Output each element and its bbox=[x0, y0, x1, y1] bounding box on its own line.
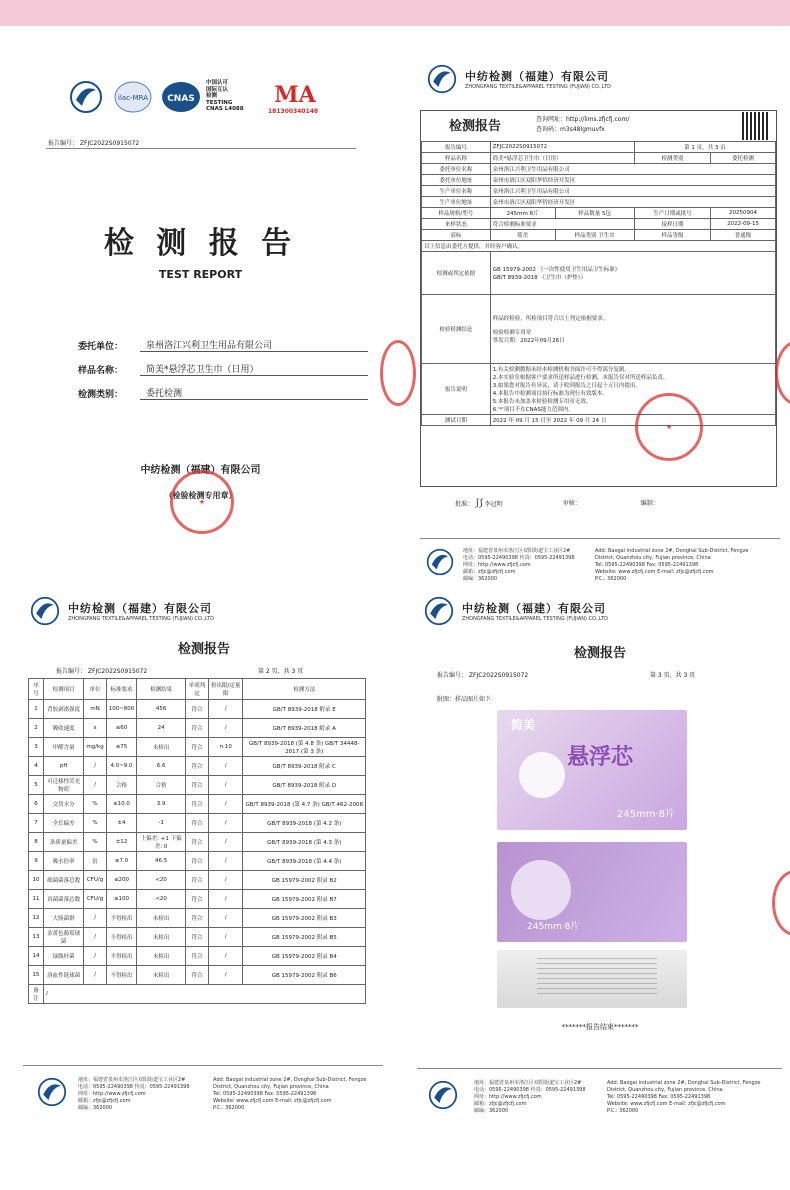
table-cell: 符合 bbox=[185, 947, 208, 966]
table-cell: 3.9 bbox=[137, 795, 186, 814]
table-cell: GB/T 8939-2018 (第 4.7 条) GB/T 462-2008 bbox=[243, 795, 366, 814]
column-header: 单位 bbox=[84, 679, 106, 700]
table-row bbox=[422, 241, 776, 252]
table-cell: 1 bbox=[29, 700, 44, 719]
table-cell: 11 bbox=[29, 890, 44, 909]
table-cell: 符合 bbox=[185, 700, 208, 719]
table-cell: 样品类别 卫生巾 bbox=[555, 230, 634, 241]
table-cell: ≤100 bbox=[106, 890, 137, 909]
report-number: 报告编号： ZFJC2022S0915072 bbox=[56, 668, 148, 675]
svg-text:MA: MA bbox=[274, 82, 316, 106]
table-cell: 符合 bbox=[185, 909, 208, 928]
table-row bbox=[422, 175, 776, 186]
table-cell: 符合 bbox=[185, 776, 208, 795]
table-row bbox=[29, 890, 366, 909]
company-name-en: ZHONGFANG TEXTILE&APPAREL TESTING (FUJIAN) CO.,LTD bbox=[68, 616, 214, 622]
table-cell: 245mm 8片 bbox=[490, 208, 555, 219]
table-cell: 1.有关检测数据未经本检测机构书面许可不得部分复制。 2.本实验室根据客户要求所送样品进行检测，本报告仅对所送样品负责。 3.如果您对报告有异议，请于收到报告之日起十五日内提出。 4.本报告中检测项目执行标准为现行有效版本。 5.本报告未加盖本检验检测专用章无效。 6.'*'项目不在CNAS能力范围内。 bbox=[490, 364, 775, 415]
footer-address-en: Add: Baogai industrial zone 2#, Donghai Sub-District, Fengze District, Quanzhou city, Fujian province, China Tel: 0595-22490398 Fax: 0595-22491398 Website: www.zfjcfj.com E-mail: zfjc@zfjcfj.com P.C.: 362000 bbox=[213, 1077, 367, 1111]
label-text-lines bbox=[537, 958, 657, 998]
table-cell: 符合 bbox=[185, 966, 208, 985]
table-cell: / bbox=[208, 947, 242, 966]
table-cell: 未检出 bbox=[137, 738, 186, 757]
table-cell: / bbox=[84, 928, 106, 947]
table-cell: ≤200 bbox=[106, 871, 137, 890]
table-cell: / bbox=[84, 909, 106, 928]
footer-logo-icon bbox=[427, 1080, 459, 1110]
table-cell: 简美*悬浮芯卫生巾（日用） bbox=[490, 153, 634, 164]
product-spec-text: 245mm·8片 bbox=[616, 809, 675, 820]
table-cell: 真菌菌落总数 bbox=[44, 890, 84, 909]
table-cell: 金黄色葡萄球菌 bbox=[44, 928, 84, 947]
table-row bbox=[29, 947, 366, 966]
table-cell: 符合 bbox=[185, 871, 208, 890]
table-cell: 委托单位地址 bbox=[422, 175, 491, 186]
product-photo-back bbox=[497, 950, 687, 1008]
column-header: 标准要求 bbox=[106, 679, 137, 700]
table-row bbox=[422, 197, 776, 208]
table-cell: 商标 bbox=[422, 230, 491, 241]
table-cell: 10 bbox=[29, 871, 44, 890]
table-cell: 3 bbox=[29, 738, 44, 757]
table-cell: 普通级 bbox=[711, 230, 776, 241]
table-cell: / bbox=[208, 928, 242, 947]
table-row bbox=[29, 795, 366, 814]
company-header bbox=[28, 596, 214, 626]
product-spec-text: 245mm·8片 bbox=[527, 922, 580, 932]
cover-field-value: 委托检测 bbox=[140, 386, 368, 400]
column-header: 检出限/定量限 bbox=[208, 679, 242, 700]
cover-field-row bbox=[78, 362, 368, 376]
product-photo-side bbox=[497, 842, 687, 942]
table-row bbox=[29, 833, 366, 852]
table-cell: 符合 bbox=[185, 890, 208, 909]
table-cell: / bbox=[208, 700, 242, 719]
table-cell: GB/T 8939-2018 附录 E bbox=[243, 700, 366, 719]
company-name-en: ZHONGFANG TEXTILE&APPAREL TESTING (FUJIAN) CO.,LTD bbox=[462, 616, 608, 622]
table-cell: GB 15979-2002 附录 B4 bbox=[243, 947, 366, 966]
cover-field-row bbox=[78, 338, 368, 352]
ilac-mra-icon bbox=[113, 80, 153, 114]
table-cell: 14 bbox=[29, 947, 44, 966]
table-row bbox=[29, 776, 366, 795]
cover-field-row bbox=[78, 386, 368, 400]
product-photo-front bbox=[497, 710, 687, 830]
table-row bbox=[422, 415, 776, 426]
seal-caption: （检验检测专用章） bbox=[164, 491, 237, 500]
table-cell: 46.5 bbox=[137, 852, 186, 871]
report-subtitle: TEST REPORT bbox=[158, 268, 243, 281]
table-cell: 全长偏差 bbox=[44, 814, 84, 833]
footer-logo-icon bbox=[36, 1077, 68, 1107]
table-cell: ≤60 bbox=[106, 719, 137, 738]
table-cell: <20 bbox=[137, 871, 186, 890]
table-cell: 备注 bbox=[29, 985, 44, 1004]
table-cell: 15 bbox=[29, 966, 44, 985]
table-cell: 6.6 bbox=[137, 757, 186, 776]
footer-address-cn: 地址：福建省泉州市洛江区双阳街道宝工业区2# 电话：0595-22490398 传真：0595-22491398 网址：http://www.zfjcfj.com 邮箱：zfjc@zfjcfj.com 邮编：362000 bbox=[78, 1077, 190, 1111]
table-cell: 13 bbox=[29, 928, 44, 947]
table-cell: 吸水倍率 bbox=[44, 852, 84, 871]
table-cell: 12 bbox=[29, 909, 44, 928]
company-logo-icon bbox=[422, 596, 456, 626]
table-cell: 合格 bbox=[106, 776, 137, 795]
report-page-1 bbox=[415, 58, 785, 588]
top-pink-banner bbox=[0, 0, 790, 26]
page-number: 第 2 页，共 3 页 bbox=[258, 668, 304, 675]
table-row bbox=[29, 852, 366, 871]
report-page-3 bbox=[412, 590, 788, 1130]
cnas-icon bbox=[160, 80, 202, 114]
footer-divider bbox=[23, 1065, 383, 1066]
table-cell: CFU/g bbox=[84, 871, 106, 890]
cover-field-value: 泉州洛江兴利卫生用品有限公司 bbox=[140, 338, 368, 352]
report-heading: 检测报告 bbox=[177, 642, 230, 657]
company-name-cn: 中纺检测（福建）有限公司 bbox=[465, 70, 609, 83]
table-row bbox=[422, 186, 776, 197]
table-row bbox=[29, 700, 366, 719]
table-cell: ±12 bbox=[106, 833, 137, 852]
table-cell: / bbox=[84, 947, 106, 966]
table-cell: / bbox=[208, 871, 242, 890]
table-cell: 20250904 bbox=[711, 208, 776, 219]
table-cell: 样品名称 bbox=[422, 153, 491, 164]
table-cell: GB 15979-2002 附录 B6 bbox=[243, 966, 366, 985]
table-cell: 生产日期或批号 bbox=[634, 208, 710, 219]
query-code: 查询码：m3s48lgmuvfx bbox=[536, 126, 605, 133]
table-cell: ±4 bbox=[106, 814, 137, 833]
table-row bbox=[29, 719, 366, 738]
table-cell: 泉州市洛江区双阳华侨经济开发区 bbox=[490, 175, 775, 186]
table-cell: ≤10.0 bbox=[106, 795, 137, 814]
table-cell: / bbox=[44, 985, 366, 1004]
table-cell: GB/T 8939-2018 附录 A bbox=[243, 719, 366, 738]
table-row bbox=[422, 208, 776, 219]
official-seal: ★ bbox=[170, 470, 234, 534]
table-cell: / bbox=[208, 852, 242, 871]
table-cell: ZFJC2022S0915072 bbox=[490, 142, 634, 153]
footer-address-en: Add: Baogai industrial zone 2#, Donghai Sub-District, Fengze District, Quanzhou city, Fujian province, China Tel: 0595-22490398 Fax: 0595-22491398 Website: www.zfjcfj.com E-mail: zfjc@zfjcfj.com P.C.: 362000 bbox=[607, 1080, 761, 1114]
cover-field-label: 检测类别： bbox=[78, 390, 124, 400]
table-cell: 456 bbox=[137, 700, 186, 719]
table-row bbox=[422, 295, 776, 364]
table-cell: 6 bbox=[29, 795, 44, 814]
pad-graphic bbox=[511, 860, 571, 920]
table-cell: 符合 bbox=[185, 795, 208, 814]
sample-info-table bbox=[421, 141, 776, 426]
svg-text:ilac-MRA: ilac-MRA bbox=[118, 94, 148, 102]
table-cell: <20 bbox=[137, 890, 186, 909]
table-cell: GB/T 8939-2018 附录 C bbox=[243, 757, 366, 776]
table-cell: 符合 bbox=[185, 814, 208, 833]
table-cell: / bbox=[84, 757, 106, 776]
table-cell: % bbox=[84, 833, 106, 852]
table-cell: 不得检出 bbox=[106, 966, 137, 985]
report-heading: 检测报告 bbox=[573, 646, 626, 661]
column-header: 检测项目 bbox=[44, 679, 84, 700]
table-cell: mg/kg bbox=[84, 738, 106, 757]
table-cell: 2022 年 09 月 15 日至 2022 年 09 月 24 日 bbox=[490, 415, 775, 426]
table-row bbox=[29, 871, 366, 890]
table-cell: 生产单位名称 bbox=[422, 186, 491, 197]
table-cell: 合格 bbox=[137, 776, 186, 795]
table-cell: 倍 bbox=[84, 852, 106, 871]
table-cell: 样品规格/型号 bbox=[422, 208, 491, 219]
company-name-cn: 中纺检测（福建）有限公司 bbox=[68, 602, 212, 615]
table-cell: GB/T 8939-2018 (第 4.3 条) bbox=[243, 833, 366, 852]
table-cell: 大肠菌群 bbox=[44, 909, 84, 928]
table-cell: 8 bbox=[29, 833, 44, 852]
table-cell: 可迁移性荧光物质 bbox=[44, 776, 84, 795]
table-cell: % bbox=[84, 795, 106, 814]
table-cell: / bbox=[208, 814, 242, 833]
table-cell: 绿脓杆菌 bbox=[44, 947, 84, 966]
company-header bbox=[425, 64, 611, 94]
table-cell: 符合 bbox=[185, 833, 208, 852]
table-cell: GB/T 8939-2018 (第 4.2 条) bbox=[243, 814, 366, 833]
table-cell: 委托检测 bbox=[711, 153, 776, 164]
cover-field-label: 样品名称： bbox=[78, 366, 124, 376]
cover-fields bbox=[78, 338, 368, 410]
footer-address-cn: 地址：福建省泉州市洛江区双阳街道宝工业区2# 电话：0595-22490398 传真：0595-22491398 网址：http://www.zfjcfj.com 邮箱：zfjc@zfjcfj.com 邮编：362000 bbox=[463, 548, 575, 582]
table-cell: 测试日期 bbox=[422, 415, 491, 426]
table-cell: GB/T 8939-2018 (第 4.8 条) GB/T 34448-2017 (第 3 条) bbox=[243, 738, 366, 757]
column-header: 检测方法 bbox=[243, 679, 366, 700]
footer-logo-icon bbox=[425, 548, 455, 576]
table-cell: 检验检测结论 bbox=[422, 295, 491, 364]
table-cell: 未检出 bbox=[137, 909, 186, 928]
table-cell: / bbox=[208, 966, 242, 985]
table-cell: 符合检测标准要求 bbox=[490, 219, 634, 230]
table-row bbox=[422, 164, 776, 175]
footer-divider bbox=[417, 1068, 782, 1069]
table-cell: 符合 bbox=[185, 757, 208, 776]
table-row bbox=[29, 966, 366, 985]
table-cell: GB 15979-2002 附录 B2 bbox=[243, 871, 366, 890]
footer-divider bbox=[420, 538, 780, 539]
table-row bbox=[422, 364, 776, 415]
conclusion-seal: ★ bbox=[635, 393, 703, 461]
table-cell: / bbox=[208, 757, 242, 776]
issuing-company: 中纺检测（福建）有限公司 bbox=[140, 465, 261, 476]
table-cell: 样品等级 bbox=[634, 230, 710, 241]
table-cell: / bbox=[208, 909, 242, 928]
product-brand-text: 简美 bbox=[511, 718, 536, 732]
table-cell: / bbox=[84, 776, 106, 795]
table-cell: 100~800 bbox=[106, 700, 137, 719]
company-logo-icon bbox=[425, 64, 459, 94]
table-cell: 不得检出 bbox=[106, 928, 137, 947]
cover-field-value: 简美*悬浮芯卫生巾（日用） bbox=[140, 362, 368, 376]
column-header: 序号 bbox=[29, 679, 44, 700]
table-cell: / bbox=[208, 795, 242, 814]
table-cell: 符合 bbox=[185, 719, 208, 738]
table-cell: 符合 bbox=[185, 928, 208, 947]
table-cell: 甲醛含量 bbox=[44, 738, 84, 757]
table-cell: ≥7.0 bbox=[106, 852, 137, 871]
footer-address-cn: 地址：福建省泉州市洛江区双阳街道宝工业区2# 电话：0595-22490398 传真：0595-22491398 网址：http://www.zfjcfj.com 邮箱：zfjc@zfjcfj.com 邮编：362000 bbox=[474, 1080, 586, 1114]
divider bbox=[46, 148, 356, 149]
photo-caption: 附图：样品图片如下 bbox=[437, 696, 492, 703]
table-cell: 2 bbox=[29, 719, 44, 738]
table-cell: / bbox=[208, 890, 242, 909]
table-row bbox=[422, 153, 776, 164]
company-name-cn: 中纺检测（福建）有限公司 bbox=[462, 602, 606, 615]
table-cell: 4.0~9.0 bbox=[106, 757, 137, 776]
table-cell: 第 1 页，共 3 页 bbox=[634, 142, 775, 153]
table-cell: GB 15979-2002 《一次性使用卫生用品卫生标准》 GB/T 8939-2018 《卫生巾（护垫）》 bbox=[490, 252, 775, 295]
product-name-text: 悬浮芯 bbox=[567, 745, 634, 770]
table-cell: 5 bbox=[29, 776, 44, 795]
table-row bbox=[29, 814, 366, 833]
company-header bbox=[422, 596, 608, 626]
column-header: 检测结果 bbox=[137, 679, 186, 700]
test-results-table bbox=[28, 678, 366, 1004]
page-number: 第 3 页，共 3 页 bbox=[650, 672, 696, 679]
table-cell: 9 bbox=[29, 852, 44, 871]
footer-address-en: Add: Baogai industrial zone 2#, Donghai Sub-District, Fengze District, Quanzhou city, Fujian province, China Tel: 0595-22490398 Fax: 0595-22491398 Website: www.zfjcfj.com E-mail: zfjc@zfjcfj.com P.C.: 362000 bbox=[595, 548, 749, 582]
table-cell: -1 bbox=[137, 814, 186, 833]
table-cell: % bbox=[84, 814, 106, 833]
table-cell: 细菌菌落总数 bbox=[44, 871, 84, 890]
table-cell: 交货水分 bbox=[44, 795, 84, 814]
table-cell: 生产单位地址 bbox=[422, 197, 491, 208]
table-cell: 上偏差: +1 下偏差: 0 bbox=[137, 833, 186, 852]
cma-mark-icon bbox=[273, 80, 317, 106]
table-cell: CFU/g bbox=[84, 890, 106, 909]
approval-row: 批准： ⟆⟆ 李冠明 审核： 编制： bbox=[455, 498, 659, 509]
table-cell: GB 15979-2002 附录 B3 bbox=[243, 909, 366, 928]
column-header: 单项判定 bbox=[185, 679, 208, 700]
table-cell: 简美 bbox=[490, 230, 555, 241]
table-cell: 报告编号 bbox=[422, 142, 491, 153]
table-cell: 泉州洛江兴利卫生用品有限公司 bbox=[490, 186, 775, 197]
table-cell: 吸收速度 bbox=[44, 719, 84, 738]
report-page-2 bbox=[18, 590, 390, 1130]
company-name-en: ZHONGFANG TEXTILE&APPAREL TESTING (FUJIAN) CO.,LTD bbox=[465, 84, 611, 90]
cover-field-label: 委托单位： bbox=[78, 342, 124, 352]
table-cell: / bbox=[208, 776, 242, 795]
qr-code-icon bbox=[742, 112, 770, 140]
table-cell: mN bbox=[84, 700, 106, 719]
table-row bbox=[422, 142, 776, 153]
table-row bbox=[422, 252, 776, 295]
table-row bbox=[422, 219, 776, 230]
table-cell: GB 15979-2002 附录 B5 bbox=[243, 928, 366, 947]
remark-row bbox=[29, 985, 366, 1004]
table-row bbox=[29, 738, 366, 757]
table-cell: 背胶剥离强度 bbox=[44, 700, 84, 719]
cma-code: 181300340148 bbox=[268, 108, 319, 115]
table-cell: 24 bbox=[137, 719, 186, 738]
company-logo-icon bbox=[68, 80, 104, 114]
table-cell: 样品经检验，所检项目符合以上判定依据要求。 检验检测专用章 签发日期：2022年09月26日 bbox=[490, 295, 775, 364]
table-cell: 条质量偏差 bbox=[44, 833, 84, 852]
table-cell: 4 bbox=[29, 757, 44, 776]
table-cell: 接样日期 bbox=[634, 219, 710, 230]
table-cell: 以上信息由委托方提供，并经客户确认。 bbox=[422, 241, 776, 252]
report-end-marker: *******报告结束******* bbox=[561, 1023, 639, 1031]
table-cell: 检测或判定依据 bbox=[422, 252, 491, 295]
table-cell: s bbox=[84, 719, 106, 738]
table-cell: 未检出 bbox=[137, 947, 186, 966]
table-cell: 检测类别 bbox=[634, 153, 710, 164]
table-cell: 7 bbox=[29, 814, 44, 833]
report-title: 检 测 报 告 bbox=[103, 226, 298, 261]
edge-seal bbox=[380, 340, 416, 406]
report-number: 报告编号： ZFJC2022S0915072 bbox=[437, 672, 529, 679]
table-cell: GB 15979-2002 附录 B7 bbox=[243, 890, 366, 909]
table-header-row bbox=[29, 679, 366, 700]
table-row bbox=[422, 230, 776, 241]
table-cell: 不得检出 bbox=[106, 909, 137, 928]
table-row bbox=[29, 928, 366, 947]
report-heading: 检测报告 bbox=[449, 119, 502, 134]
svg-text:CNAS: CNAS bbox=[167, 94, 195, 104]
table-cell: 委托单位名称 bbox=[422, 164, 491, 175]
table-row bbox=[29, 757, 366, 776]
table-cell: 泉州市洛江区双阳华侨经济开发区 bbox=[490, 197, 775, 208]
query-site: 查询网址：http://lims.zfjcfj.com/ bbox=[536, 116, 630, 123]
table-cell: 报告说明 bbox=[422, 364, 491, 415]
table-cell: GB/T 8939-2018 附录 D bbox=[243, 776, 366, 795]
table-cell: 符合 bbox=[185, 738, 208, 757]
table-cell: / bbox=[208, 833, 242, 852]
table-cell: 2022-09-15 bbox=[711, 219, 776, 230]
table-cell: GB/T 8939-2018 (第 4.4 条) bbox=[243, 852, 366, 871]
table-cell: 样品数量 5包 bbox=[555, 208, 634, 219]
table-cell: 来样状态 bbox=[422, 219, 491, 230]
table-cell: 不得检出 bbox=[106, 947, 137, 966]
table-cell: / bbox=[84, 966, 106, 985]
table-cell: ≤75 bbox=[106, 738, 137, 757]
table-cell: pH bbox=[44, 757, 84, 776]
table-cell: 未检出 bbox=[137, 966, 186, 985]
table-cell: 符合 bbox=[185, 852, 208, 871]
report-number: 报告编号： ZFJC2022S0915072 bbox=[48, 140, 140, 147]
table-cell: 未检出 bbox=[137, 928, 186, 947]
table-cell: / bbox=[208, 719, 242, 738]
report-form bbox=[420, 110, 777, 487]
cnas-accreditation-text: 中国认可 国际互认 检测 TESTING CNAS L4088 bbox=[206, 80, 244, 112]
table-cell: 溶血性链球菌 bbox=[44, 966, 84, 985]
report-cover-page bbox=[28, 58, 373, 578]
company-logo-icon bbox=[28, 596, 62, 626]
table-cell: n:10 bbox=[208, 738, 242, 757]
table-cell: 泉州洛江兴利卫生用品有限公司 bbox=[490, 164, 775, 175]
pearl-graphic bbox=[519, 752, 565, 798]
table-row bbox=[29, 909, 366, 928]
